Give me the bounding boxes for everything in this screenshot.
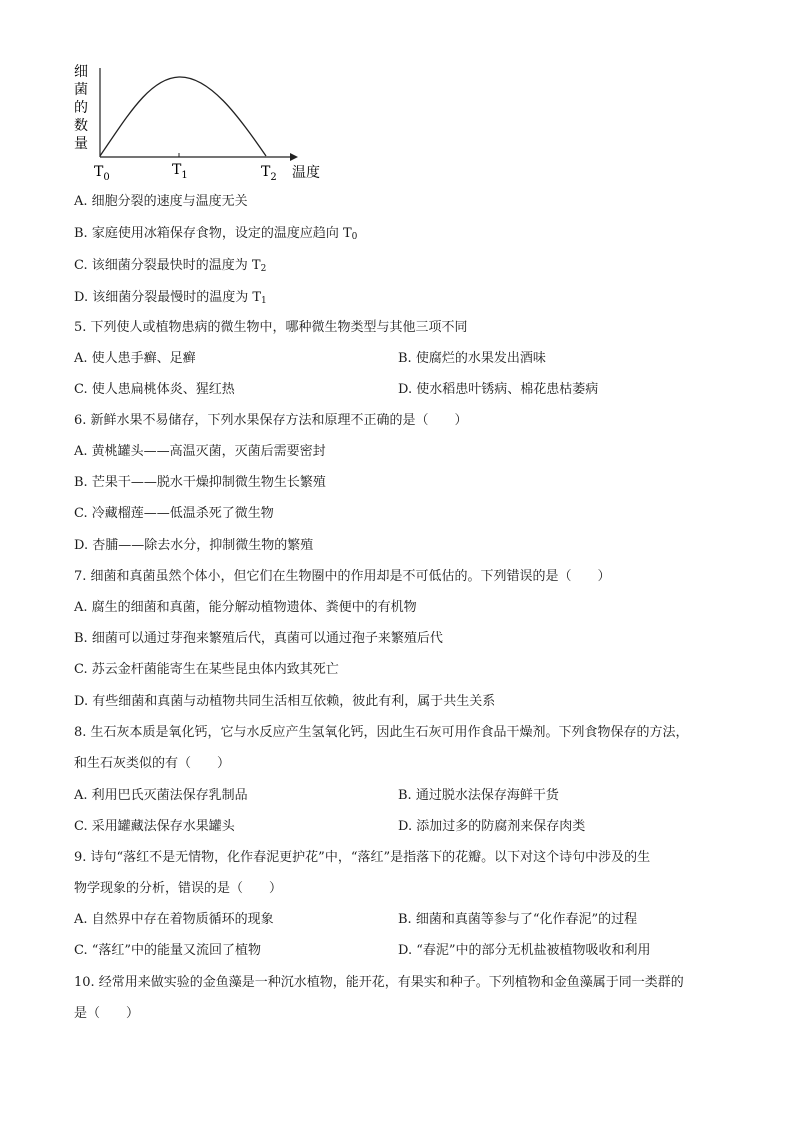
q7-option-a: A. 腐生的细菌和真菌，能分解动植物遗体、粪便中的有机物 [74, 600, 417, 615]
bacteria-temperature-figure [68, 60, 330, 185]
q10-stem-line1: 10. 经常用来做实验的金鱼藻是一种沉水植物，能开花，有果实和种子。下列植物和金鱼藻属于同一类群的 [74, 975, 684, 990]
q5-option-d: D. 使水稻患叶锈病、棉花患枯萎病 [398, 382, 599, 397]
q9-stem-line2: 物学现象的分析，错误的是（ ） [74, 881, 283, 896]
q6-option-d: D. 杏脯——除去水分，抑制微生物的繁殖 [74, 538, 314, 553]
growth-curve [100, 77, 266, 156]
q6-option-c: C. 冷藏榴莲——低温杀死了微生物 [74, 506, 274, 521]
tick-t2: $T_2$ [261, 164, 277, 183]
q4-option-b: B. 家庭使用冰箱保存食物，设定的温度应趋向 $T_0$ [74, 226, 358, 242]
q8-stem-line1: 8. 生石灰本质是氧化钙，它与水反应产生氢氧化钙，因此生石灰可用作食品干燥剂。下列食物保存的方法， [74, 725, 689, 740]
q6-option-b: B. 芒果干——脱水干燥抑制微生物生长繁殖 [74, 475, 326, 490]
q4-option-c: C. 该细菌分裂最快时的温度为 $T_2$ [74, 258, 267, 274]
q5-option-b: B. 使腐烂的水果发出酒味 [398, 351, 546, 366]
q8-stem-line2: 和生石灰类似的有（ ） [74, 756, 231, 771]
q9-stem-line1: 9. 诗句“落红不是无情物，化作春泥更护花”中，“落红”是指落下的花瓣。以下对这个诗句中涉及的生 [74, 850, 651, 865]
q6-option-a: A. 黄桃罐头——高温灭菌，灭菌后需要密封 [74, 444, 326, 459]
q7-option-b: B. 细菌可以通过芽孢来繁殖后代，真菌可以通过孢子来繁殖后代 [74, 631, 443, 646]
x-axis-arrow [290, 153, 298, 161]
q8-option-d: D. 添加过多的防腐剂来保存肉类 [398, 819, 586, 834]
q7-option-c: C. 苏云金杆菌能寄生在某些昆虫体内致其死亡 [74, 662, 339, 677]
y-label-char: 菌 [74, 82, 88, 98]
tick-t1: $T_1$ [172, 162, 188, 181]
q4-option-a: A. 细胞分裂的速度与温度无关 [74, 194, 248, 209]
q5-stem: 5. 下列使人或植物患病的微生物中，哪种微生物类型与其他三项不同 [74, 320, 468, 335]
tick-t0: $T_0$ [94, 164, 110, 183]
q8-option-c: C. 采用罐藏法保存水果罐头 [74, 819, 235, 834]
y-label-char: 的 [74, 100, 88, 116]
q10-stem-line2: 是（ ） [74, 1006, 140, 1021]
y-label-char: 数 [74, 118, 88, 134]
q6-stem: 6. 新鲜水果不易储存，下列水果保存方法和原理不正确的是（ ） [74, 413, 468, 428]
q9-option-b: B. 细菌和真菌等参与了“化作春泥”的过程 [398, 912, 638, 927]
q9-option-c: C. “落红”中的能量又流回了植物 [74, 943, 262, 958]
q7-option-d: D. 有些细菌和真菌与动植物共同生活相互依赖，彼此有利，属于共生关系 [74, 694, 496, 709]
q7-stem: 7. 细菌和真菌虽然个体小，但它们在生物圈中的作用却是不可低估的。下列错误的是（ ） [74, 569, 611, 584]
q8-option-a: A. 利用巴氏灭菌法保存乳制品 [74, 788, 248, 803]
q5-option-a: A. 使人患手癣、足癣 [74, 351, 196, 366]
y-label-char: 量 [74, 136, 88, 152]
y-label-char: 细 [74, 64, 88, 80]
curve-svg [68, 60, 330, 185]
q8-option-b: B. 通过脱水法保存海鲜干货 [398, 788, 559, 803]
q9-option-d: D. “春泥”中的部分无机盐被植物吸收和利用 [398, 943, 651, 958]
q9-option-a: A. 自然界中存在着物质循环的现象 [74, 912, 274, 927]
q4-option-d: D. 该细菌分裂最慢时的温度为 $T_1$ [74, 290, 267, 306]
x-axis-label: 温度 [292, 165, 320, 181]
q5-option-c: C. 使人患扁桃体炎、猩红热 [74, 382, 235, 397]
